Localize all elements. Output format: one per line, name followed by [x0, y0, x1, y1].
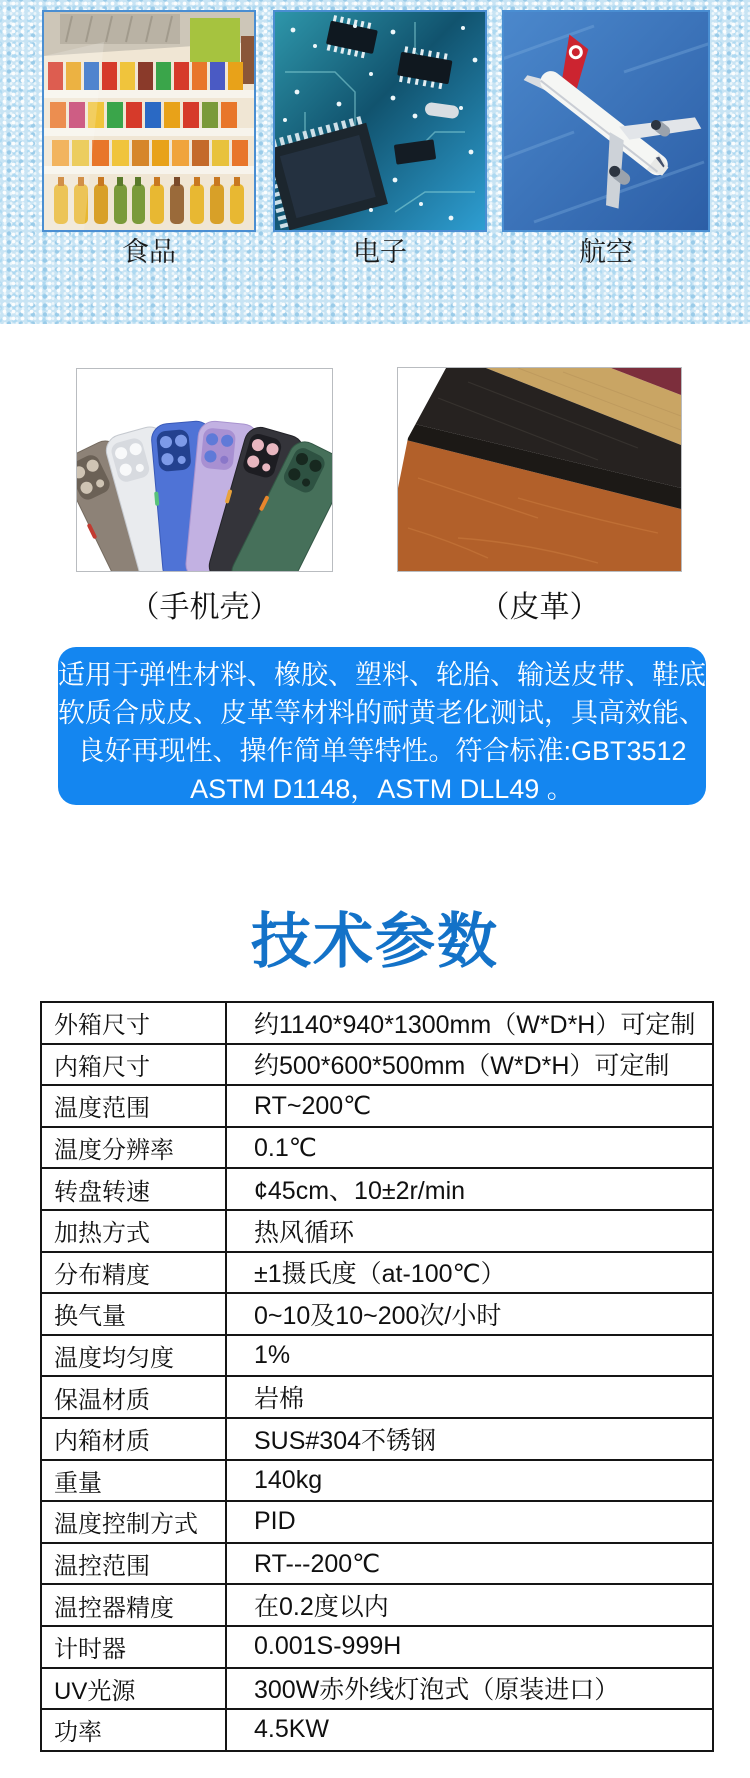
table-row [41, 1626, 713, 1668]
spec-label-cell: 计时器 [41, 1626, 226, 1668]
spec-value-cell: 0.001S-999H [226, 1626, 713, 1668]
spec-label-cell: 分布精度 [41, 1252, 226, 1294]
table-row [41, 1002, 713, 1044]
spec-label-cell: 外箱尺寸 [41, 1002, 226, 1044]
aviation-caption: 航空 [579, 237, 633, 267]
spec-value-cell: 0~10及10~200次/小时 [226, 1293, 713, 1335]
spec-value-cell: 热风循环 [226, 1210, 713, 1252]
hero-figure-electronics [273, 10, 487, 268]
hero-figure-food [42, 10, 256, 268]
leather-caption: （皮革） [479, 591, 600, 624]
spec-label-cell: 温度控制方式 [41, 1501, 226, 1543]
food-photo [42, 10, 256, 232]
table-row [41, 1584, 713, 1626]
table-row [41, 1252, 713, 1294]
spec-value-cell: 在0.2度以内 [226, 1584, 713, 1626]
spec-value-cell: 300W赤外线灯泡式（原装进口） [226, 1668, 713, 1710]
page-title: 技术参数 [251, 908, 499, 975]
spec-value-cell: ¢45cm、10±2r/min [226, 1168, 713, 1210]
leather-photo [397, 367, 682, 572]
spec-label-cell: 保温材质 [41, 1376, 226, 1418]
table-row [41, 1668, 713, 1710]
hero-figure-aviation [502, 10, 710, 268]
spec-value-cell: SUS#304不锈钢 [226, 1418, 713, 1460]
spec-label-cell: 温度范围 [41, 1085, 226, 1127]
spec-label-cell: 内箱材质 [41, 1418, 226, 1460]
table-row [41, 1335, 713, 1377]
spec-label-cell: UV光源 [41, 1668, 226, 1710]
spec-value-cell: 1% [226, 1335, 713, 1377]
spec-value-cell: 0.1℃ [226, 1127, 713, 1169]
spec-table [40, 1001, 714, 1752]
spec-value-cell: 岩棉 [226, 1376, 713, 1418]
description-line-4: ASTM D1148，ASTM DLL49 。 [190, 774, 574, 804]
spec-value-cell: 约500*600*500mm（W*D*H）可定制 [226, 1044, 713, 1086]
spec-value-cell: PID [226, 1501, 713, 1543]
description-line-2: 软质合成皮、皮革等材料的耐黄老化测试，具高效能、 [58, 698, 706, 728]
table-row [41, 1376, 713, 1418]
table-row [41, 1709, 713, 1751]
table-row [41, 1168, 713, 1210]
spec-label-cell: 加热方式 [41, 1210, 226, 1252]
spec-label-cell: 温度均匀度 [41, 1335, 226, 1377]
spec-value-cell: ±1摄氏度（at-100℃） [226, 1252, 713, 1294]
airplane-photo [502, 10, 710, 232]
table-row [41, 1127, 713, 1169]
spec-label-cell: 换气量 [41, 1293, 226, 1335]
phone-cases-caption: （手机壳） [129, 591, 280, 624]
phone-cases-figure [76, 368, 333, 626]
spec-value-cell: 约1140*940*1300mm（W*D*H）可定制 [226, 1002, 713, 1044]
table-row [41, 1210, 713, 1252]
food-caption: 食品 [122, 237, 176, 267]
table-row [41, 1293, 713, 1335]
circuit-board-photo [273, 10, 487, 232]
table-row [41, 1501, 713, 1543]
phone-cases-photo [76, 368, 333, 572]
leather-figure [397, 367, 682, 626]
spec-value-cell: 140kg [226, 1460, 713, 1502]
spec-value-cell: RT~200℃ [226, 1085, 713, 1127]
spec-label-cell: 温控器精度 [41, 1584, 226, 1626]
spec-label-cell: 重量 [41, 1460, 226, 1502]
spec-label-cell: 温度分辨率 [41, 1127, 226, 1169]
spec-label-cell: 温控范围 [41, 1543, 226, 1585]
table-row [41, 1085, 713, 1127]
spec-label-cell: 内箱尺寸 [41, 1044, 226, 1086]
hero-section [0, 0, 750, 324]
spec-label-cell: 功率 [41, 1709, 226, 1751]
description-line-3: 良好再现性、操作简单等特性。符合标准:GBT3512 [77, 736, 687, 766]
spec-label-cell: 转盘转速 [41, 1168, 226, 1210]
spec-value-cell: 4.5KW [226, 1709, 713, 1751]
table-row [41, 1418, 713, 1460]
table-row [41, 1460, 713, 1502]
description-box [58, 647, 706, 805]
spec-value-cell: RT---200℃ [226, 1543, 713, 1585]
electronics-caption: 电子 [353, 237, 407, 267]
table-row [41, 1543, 713, 1585]
table-row [41, 1044, 713, 1086]
description-line-1: 适用于弹性材料、橡胶、塑料、轮胎、输送皮带、鞋底 [58, 660, 706, 690]
